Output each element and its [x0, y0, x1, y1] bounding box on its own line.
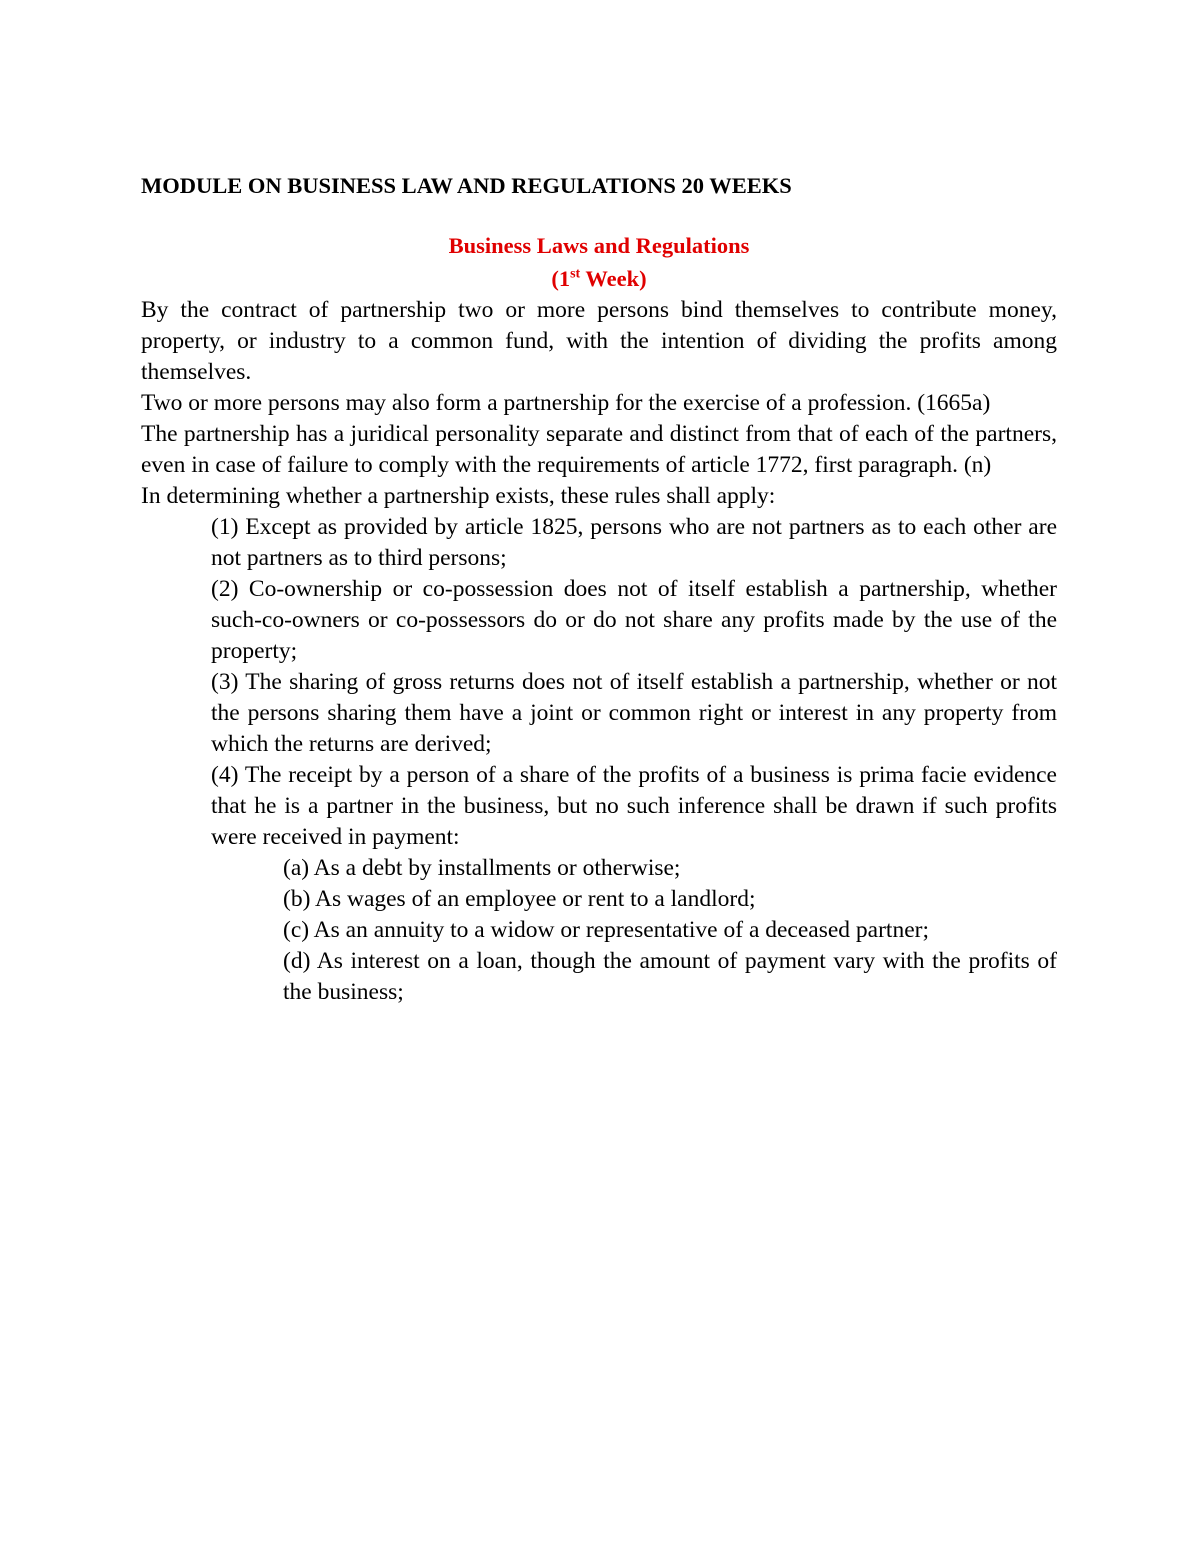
- section-title: Business Laws and Regulations: [448, 233, 750, 258]
- paragraph-rules-intro: In determining whether a partnership exists, these rules shall apply:: [141, 483, 776, 509]
- week-label-open: (1: [551, 266, 571, 291]
- week-label-close: Week): [580, 266, 647, 291]
- sub-item-d: (d) As interest on a loan, though the amount of payment vary with the profits of the business;: [283, 948, 1057, 1005]
- week-label-superscript: st: [570, 266, 581, 282]
- document-body: [141, 170, 1057, 1008]
- module-title: MODULE ON BUSINESS LAW AND REGULATIONS 20 WEEKS: [141, 173, 792, 198]
- sub-item-c: (c) As an annuity to a widow or representative of a deceased partner;: [283, 917, 929, 943]
- paragraph-juridical-personality: The partnership has a juridical personality separate and distinct from that of each of the partners, even in case of failure to comply with the requirements of article 1772, first paragraph. (n): [141, 421, 1057, 478]
- rule-item-3: (3) The sharing of gross returns does not of itself establish a partnership, whether or not the persons sharing them have a joint or common right or interest in any property from which the returns are derived;: [211, 669, 1057, 757]
- week-label: [141, 262, 1057, 295]
- paragraph-profession-partnership: Two or more persons may also form a partnership for the exercise of a profession. (1665a): [141, 390, 991, 416]
- rule-item-4: (4) The receipt by a person of a share of the profits of a business is prima facie evidence that he is a partner in the business, but no such inference shall be drawn if such profits were received in payment:: [211, 762, 1057, 850]
- rule-item-2: (2) Co-ownership or co-possession does not of itself establish a partnership, whether such-co-owners or co-possessors do or do not share any profits made by the use of the property;: [211, 576, 1057, 664]
- rule-item-1: (1) Except as provided by article 1825, persons who are not partners as to each other are not partners as to third persons;: [211, 514, 1057, 571]
- sub-item-b: (b) As wages of an employee or rent to a landlord;: [283, 886, 756, 912]
- paragraph-partnership-definition: By the contract of partnership two or more persons bind themselves to contribute money, property, or industry to a common fund, with the intention of dividing the profits among themselves.: [141, 297, 1057, 385]
- section-header: [141, 229, 1057, 295]
- sub-item-a: (a) As a debt by installments or otherwise;: [283, 855, 681, 881]
